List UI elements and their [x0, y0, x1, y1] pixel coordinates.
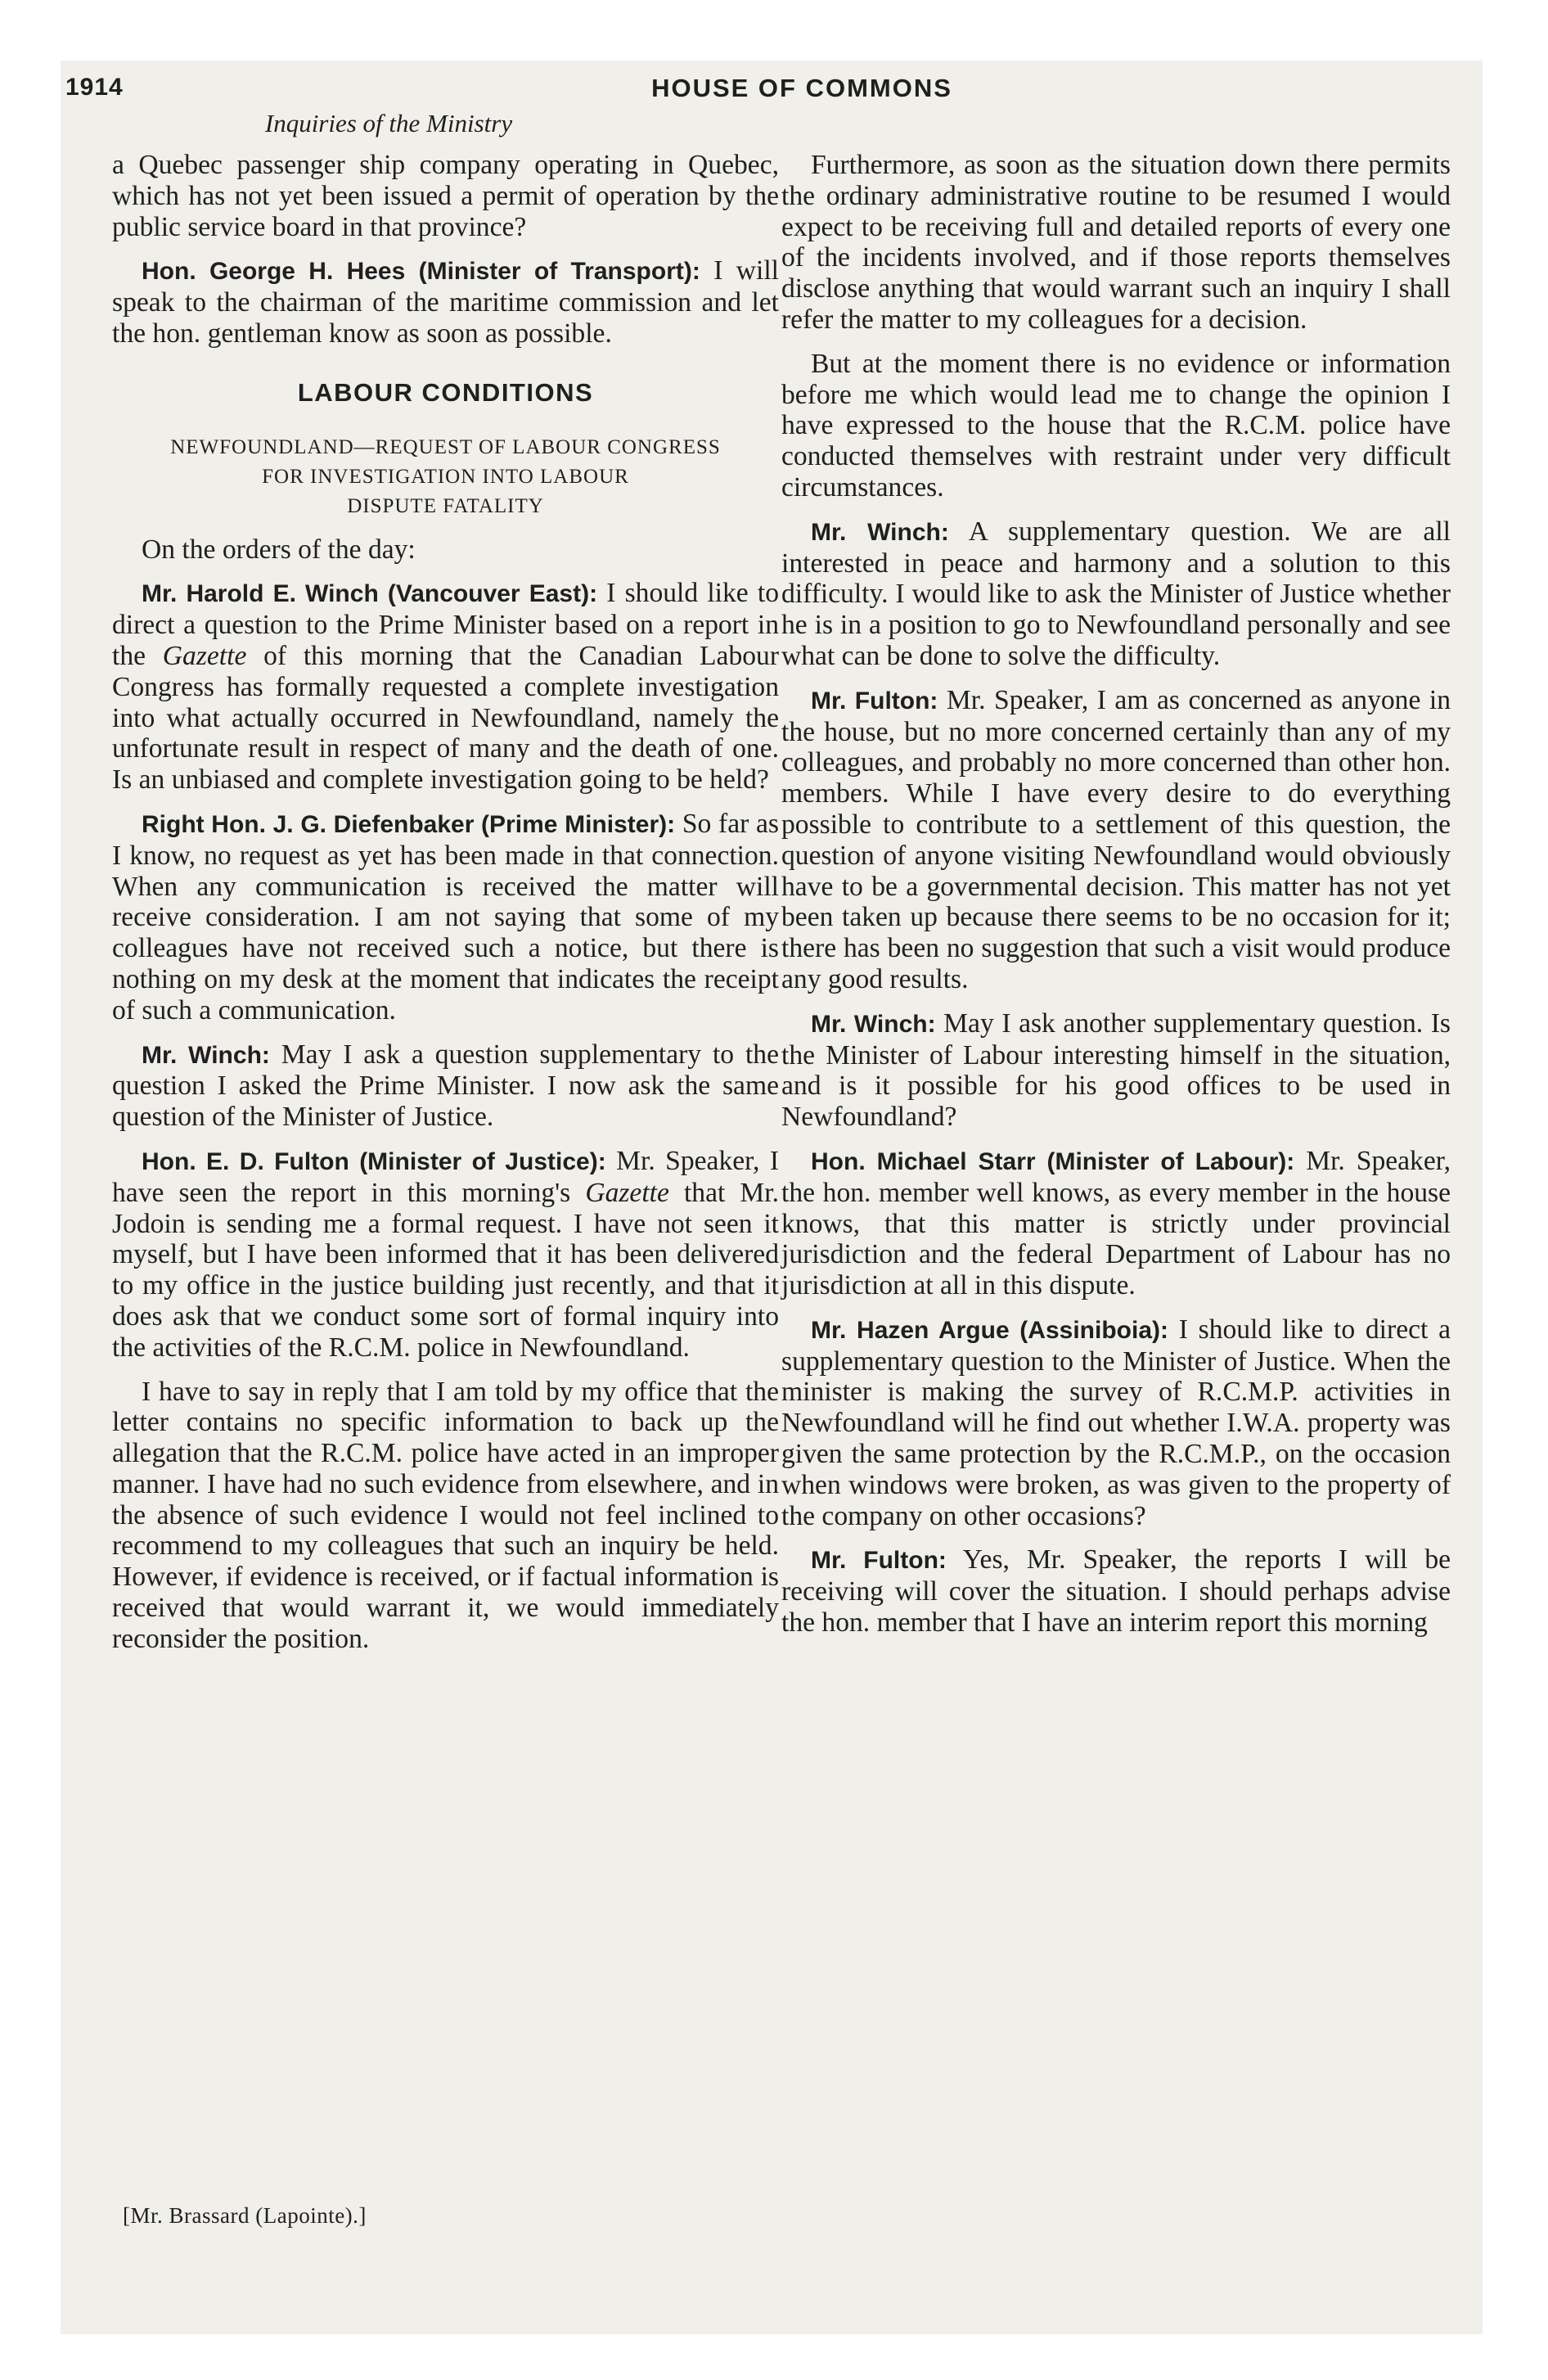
speech-text: Mr. Speaker, I am as concerned as anyone in the house, but no more concerned certainly than any of my colleagues, and probably no more concerned than other hon. members. While I have every desire to do everything possible to contribute to a settlement of this question, the question of anyone visiting Newfoundland would obviously have to be a governmental decision. This matter has not yet been taken up because there seems to be no occasion for it; there has been no suggestion that such a visit would produce any good results.	[781, 684, 1451, 994]
speech-text: Mr. Speaker, I have seen the report in this morning's	[112, 1145, 780, 1208]
paragraph: I have to say in reply that I am told by my office that the letter contains no specific information to back up the allegation that the R.C.M. police have acted in an improper manner. I have had no such evidence from elsewhere, and in the absence of such evidence I would not feel inclined to recommend to my colleagues that such an inquiry be held. However, if evidence is received, or if factual information is received that would warrant it, we would immediately reconsider the position.	[112, 1376, 779, 1654]
speech-text: Yes, Mr. Speaker, the reports I will be receiving will cover the situation. I should perhaps advise the hon. member that I have an interim report this morning	[781, 1544, 1451, 1639]
speech-text: of this morning that the Canadian Labour Congress has formally requested a complete investigation into what actually occurred in Newfoundland, namely the unfortunate result in respect of many and the death of one. Is an unbiased and complete investigation going to be held?	[112, 640, 780, 796]
paragraph	[781, 1314, 1451, 1532]
speaker-name: Mr. Hazen Argue (Assiniboia):	[811, 1316, 1168, 1344]
publication-title: Gazette	[585, 1177, 669, 1208]
paragraph	[112, 1039, 779, 1133]
subheading-line: NEWFOUNDLAND—REQUEST OF LABOUR CONGRESS	[170, 435, 721, 458]
speech-text: that Mr. Jodoin is sending me a formal request. I have not seen it myself, but I have been informed that it has been delivered to my office in the justice building just recently, and that it does ask that we conduct some sort of formal inquiry into the activities of the R.C.M. police in Newfoundland.	[112, 1177, 779, 1363]
page-footer: [Mr. Brassard (Lapointe).]	[123, 2203, 367, 2228]
section-heading: LABOUR CONDITIONS	[297, 377, 594, 407]
paragraph	[781, 1544, 1451, 1638]
speaker-name: Hon. George H. Hees (Minister of Transport):	[142, 258, 700, 286]
speech-text: I should like to direct a question to the Prime Minister based on a report in the	[112, 578, 779, 671]
paragraph: Furthermore, as soon as the situation down there permits the ordinary administrative routine to be resumed I would expect to be receiving full and detailed reports of every one of the incidents involved, and if those reports themselves disclose anything that would warrant such an inquiry I shall refer the matter to my colleagues for a decision.	[781, 150, 1451, 335]
speaker-name: Hon. E. D. Fulton (Minister of Justice):	[142, 1147, 606, 1175]
speaker-name: Mr. Winch:	[811, 518, 949, 546]
paragraph: But at the moment there is no evidence or information before me which would lead me to change the opinion I have expressed to the house that the R.C.M. police have conducted themselves with restraint under very difficult circumstances.	[781, 348, 1451, 503]
paragraph	[781, 516, 1451, 672]
speaker-name: Right Hon. J. G. Diefenbaker (Prime Minister):	[142, 810, 676, 838]
speaker-name: Hon. Michael Starr (Minister of Labour):	[811, 1147, 1295, 1175]
speaker-name: Mr. Fulton:	[811, 687, 938, 714]
speech-text: A supplementary question. We are all interested in peace and harmony and a solution to this difficulty. I would like to ask the Minister of Justice whether he is in a position to go to Newfoundland personally and see what can be done to solve the difficulty.	[781, 516, 1451, 671]
speaker-name: Mr. Winch:	[811, 1010, 936, 1038]
paragraph	[112, 809, 779, 1026]
speech-text: I should like to direct a supplementary question to the Minister of Justice. When the minister is making the survey of R.C.M.P. activities in Newfoundland will he find out whether I.W.A. property was given the same protection by the R.C.M.P., on the occasion when windows were broken, as was given to the property of the company on other occasions?	[781, 1314, 1451, 1531]
speech-text: May I ask another supplementary question. Is the Minister of Labour interesting himself in the situation, and is it possible for his good offices to be used in Newfoundland?	[781, 1007, 1451, 1133]
paragraph	[781, 685, 1451, 995]
paragraph	[112, 1146, 779, 1364]
speech-text: Mr. Speaker, the hon. member well knows, as every member in the house knows, that this matter is strictly under provincial jurisdiction and the federal Department of Labour has no jurisdiction at all in this dispute.	[781, 1145, 1451, 1301]
subheading	[112, 433, 779, 521]
orders-of-the-day: On the orders of the day:	[142, 534, 416, 565]
subheading-line: FOR INVESTIGATION INTO LABOUR	[262, 465, 629, 488]
speech-text: So far as I know, no request as yet has been made in that connection. When any communication is received the matter will receive consideration. I am not saying that some of my colleagues have not received such a notice, but there is nothing on my desk at the moment that indicates the receipt of such a communication.	[112, 808, 779, 1025]
speech-text: May I ask a question supplementary to the question I asked the Prime Minister. I now ask the same question of the Minister of Justice.	[112, 1039, 779, 1133]
publication-title: Gazette	[162, 640, 247, 671]
speech-text: I will speak to the chairman of the maritime commission and let the hon. gentleman know as soon as possible.	[112, 255, 779, 349]
section-subhead: Inquiries of the Ministry	[264, 109, 513, 137]
paragraph	[112, 578, 779, 796]
paragraph: a Quebec passenger ship company operating in Quebec, which has not yet been issued a permit of operation by the public service board in that province?	[112, 150, 779, 242]
speaker-name: Mr. Harold E. Winch (Vancouver East):	[142, 580, 598, 608]
speaker-name: Mr. Winch:	[142, 1041, 270, 1069]
paragraph	[781, 1008, 1451, 1133]
left-column	[112, 150, 779, 1655]
right-column	[781, 150, 1451, 1639]
running-head: HOUSE OF COMMONS	[651, 74, 952, 102]
paragraph	[112, 255, 779, 349]
paragraph	[781, 1146, 1451, 1301]
speaker-name: Mr. Fulton:	[811, 1547, 947, 1575]
subheading-line: DISPUTE FATALITY	[347, 494, 544, 517]
page-number: 1914	[65, 74, 124, 101]
